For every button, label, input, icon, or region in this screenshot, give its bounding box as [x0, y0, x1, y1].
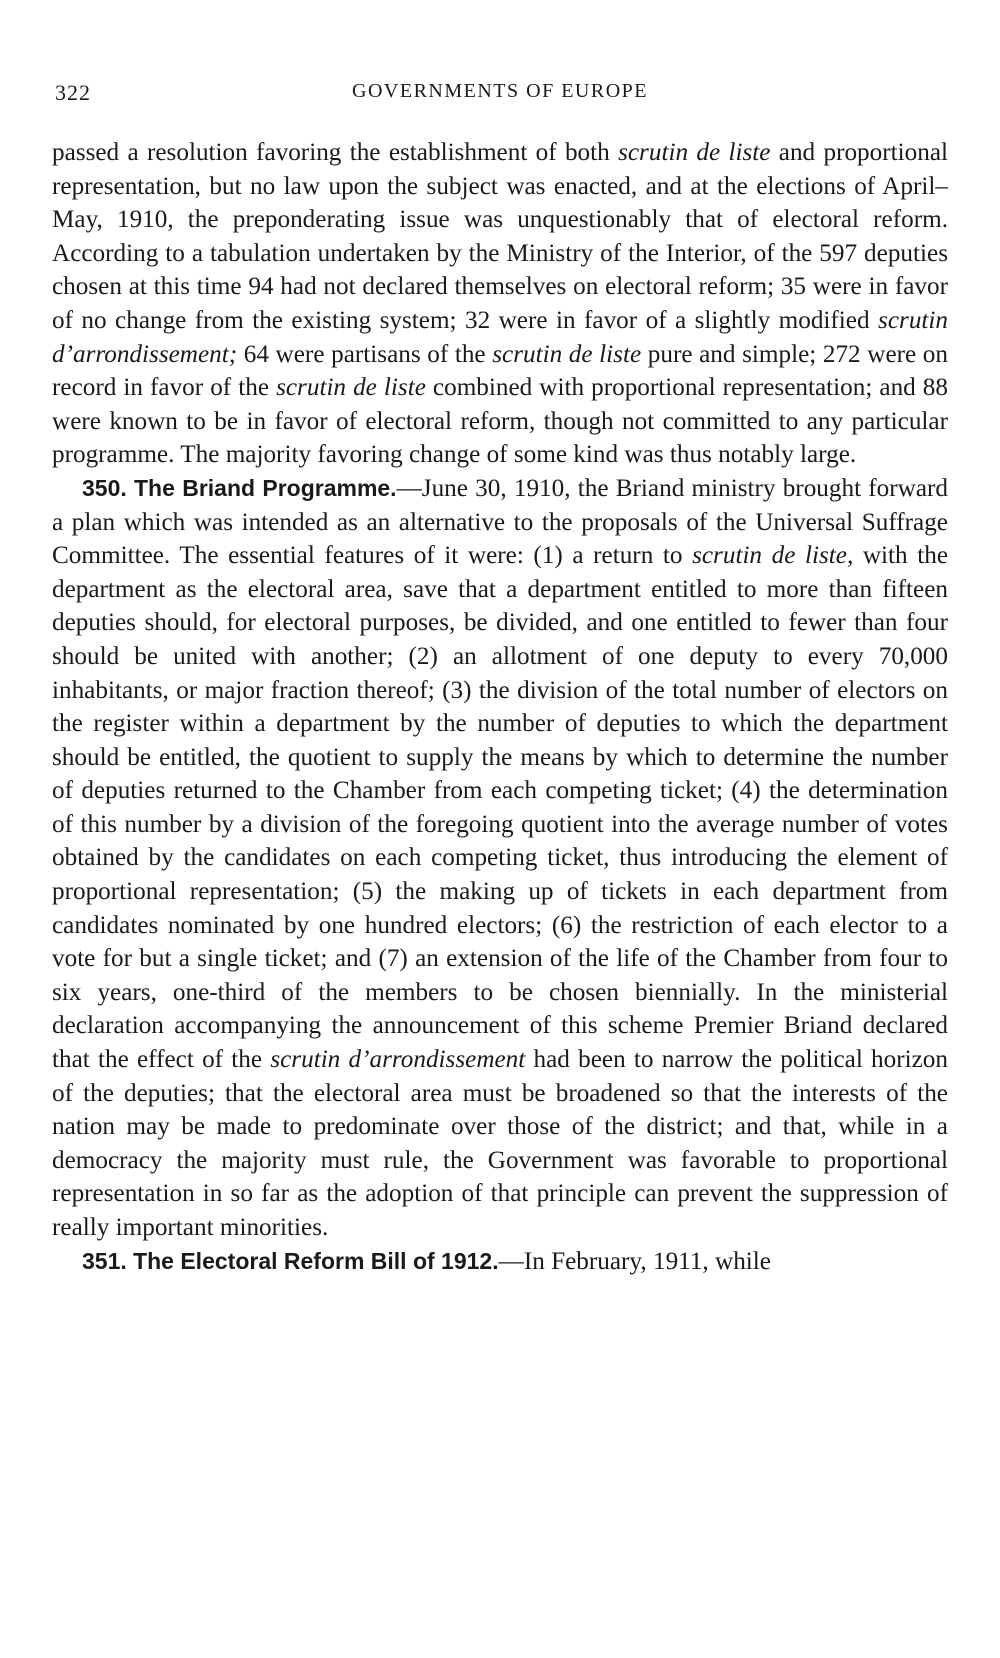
text-span: —June 30, 1910, the Briand ministry brought forward a plan which was intended as an alternative to the proposals of the Universal Suffrage Committee. The essential features of it were: (1) a return to — [52, 474, 949, 570]
text-span: had been to narrow the political horizon of the deputies; that the electoral area must be broadened so that the interests of the nation may be made to predominate over those of the district; and that, while in a democracy the majority must rule, the Government was favorable to proportional representation in so far as the adoption of that principle can prevent the suppression of really important minorities. — [52, 1046, 948, 1241]
running-head: GOVERNMENTS OF EUROPE — [352, 80, 648, 102]
page-header — [55, 80, 945, 110]
text-span: passed a resolution favoring the establishment of both — [52, 139, 619, 166]
paragraph-continuation — [52, 136, 948, 472]
body-text — [52, 136, 948, 1278]
section-351-paragraph — [52, 1245, 948, 1279]
section-number: 351. — [82, 1247, 127, 1274]
text-span: with the department as the electoral area, save that a department entitled to more than fifteen deputies should, for electoral purposes, be divided, and one entitled to fewer than four should be united with another; (2) an allotment of one deputy to every 70,000 inhabitants, or major fraction thereof; (3) the division of the total number of electors on the register within a department by the number of deputies to which the department should be entitled, the quotient to supply the means by which to determine the number of deputies returned to the Chamber from each competing ticket; (4) the determination of this number by a division of the foregoing quotient into the average number of votes obtained by the candidates on each competing ticket, thus introducing the element of proportional representation; (5) the making up of tickets in each department from candidates nominated by one hundred electors; (6) the restriction of each elector to a vote for but a single ticket; and (7) an extension of the life of the Chamber from four to six years, one-third of the members to be chosen biennially. In the ministerial declaration accompanying the announcement of this scheme Premier Briand declared that the effect of the — [52, 542, 948, 1074]
section-number: 350. — [82, 474, 127, 501]
italic-term: scrutin de liste — [276, 374, 426, 402]
italic-term: scrutin d’arrondissement; — [52, 306, 948, 368]
text-span: —In February, 1911, while — [498, 1247, 771, 1275]
italic-term: scrutin de liste — [492, 340, 642, 368]
section-350-paragraph — [52, 472, 948, 1245]
italic-term: scrutin de liste — [618, 139, 771, 166]
page-number: 322 — [55, 80, 91, 105]
section-title: The Briand Programme. — [134, 474, 397, 501]
section-title: The Electoral Reform Bill of 1912. — [133, 1247, 499, 1274]
italic-term: scrutin d’arrondissement — [270, 1046, 526, 1074]
text-span: pure and simple; 272 were on record in favor of the — [52, 340, 948, 402]
text-span: 64 were partisans of the — [237, 340, 493, 368]
text-span: combined with proportional representation; and 88 were known to be in favor of electoral reform, though not committed to any particular programme. The majority favoring change of some kind was thus notably large. — [52, 374, 948, 469]
text-span: and proportional representation, but no law upon the subject was enacted, and at the elections of April–May, 1910, the preponderating issue was unquestionably that of electoral reform. According to a tabulation undertaken by the Ministry of the Interior, of the 597 deputies chosen at this time 94 had not declared themselves on electoral reform; 35 were in favor of no change from the existing system; 32 were in favor of a slightly modified — [52, 139, 948, 334]
italic-term: scrutin de liste, — [692, 542, 854, 570]
